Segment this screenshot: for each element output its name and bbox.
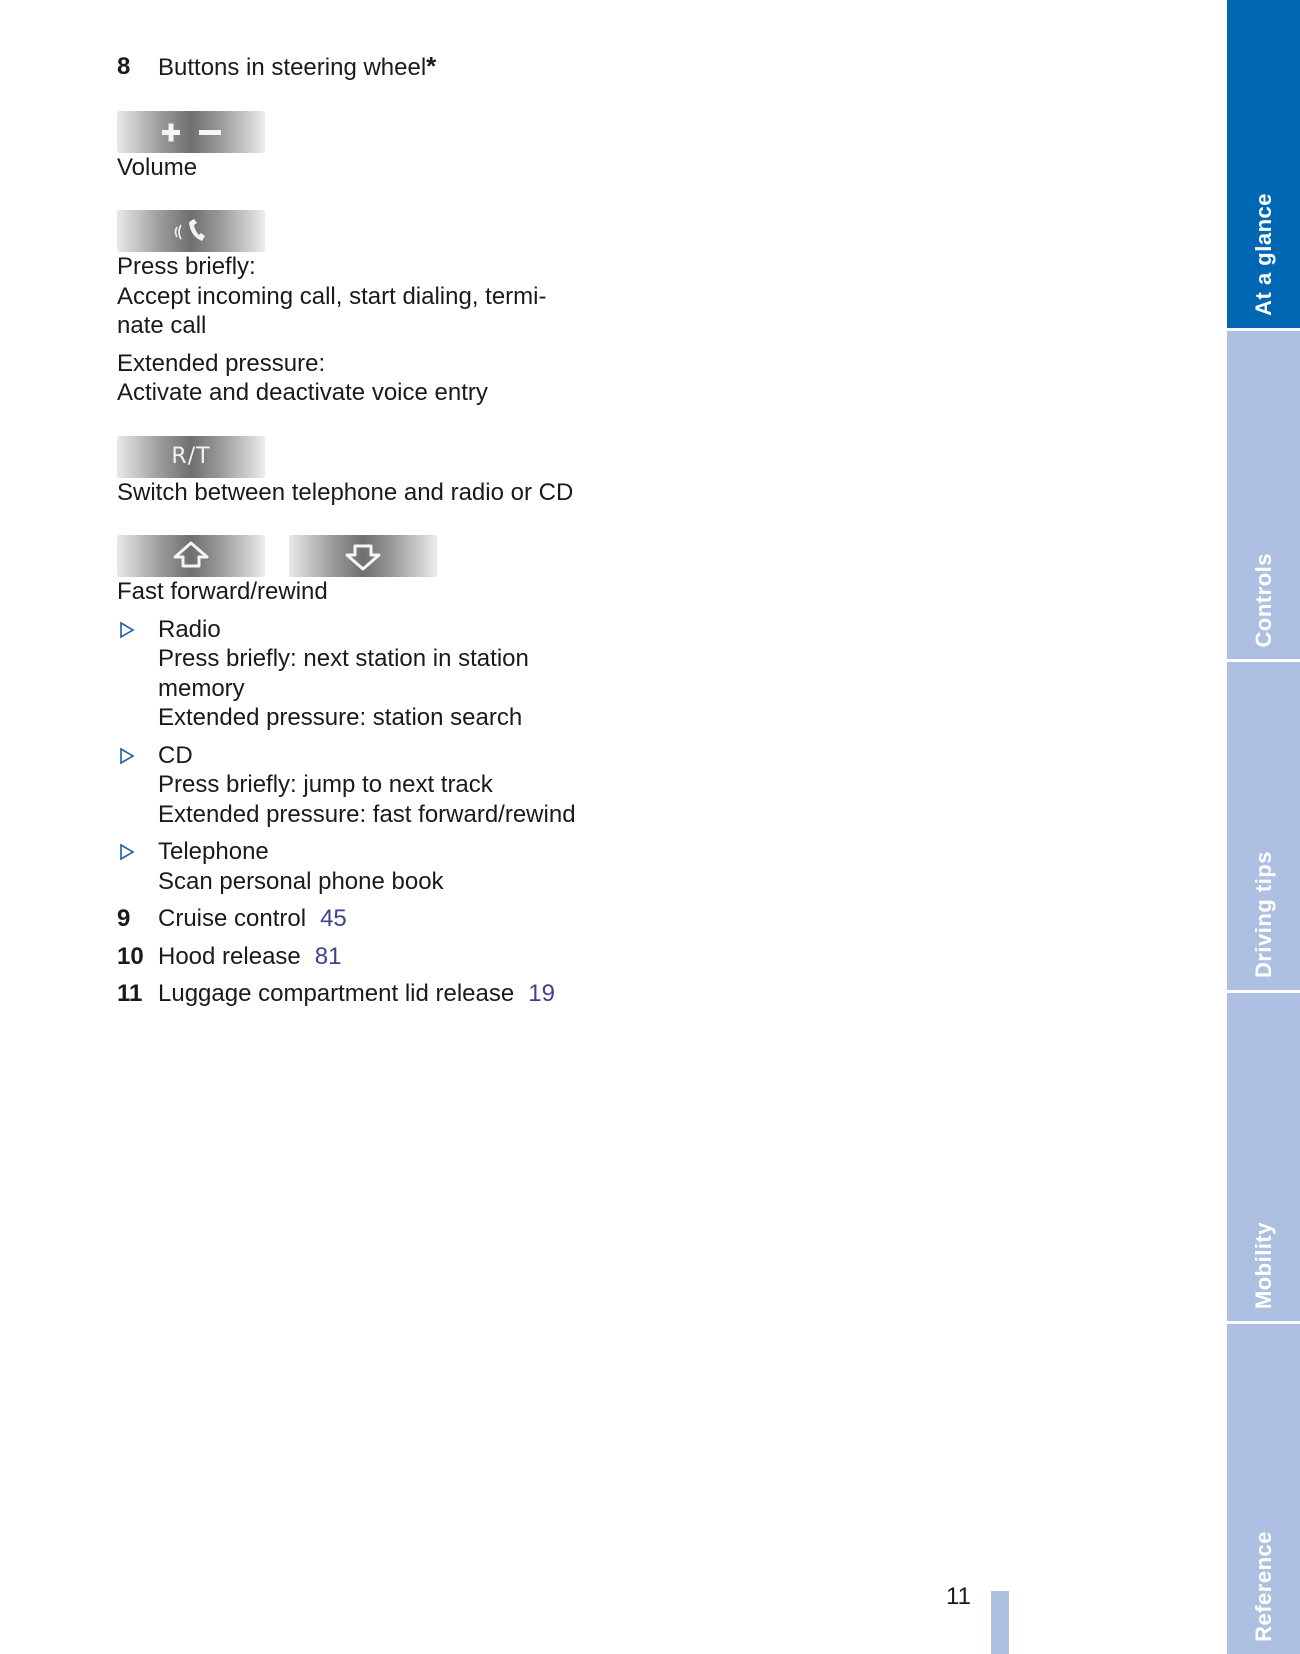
- rt-label: Switch between telephone and radio or CD: [117, 478, 574, 506]
- triangle-bullet-icon: [119, 843, 135, 861]
- phone-terminate-line: nate call: [117, 312, 207, 339]
- bullet-line: Press briefly: next station in station: [158, 645, 529, 672]
- item-9: [117, 904, 737, 934]
- ff-label: Fast forward/rewind: [117, 578, 328, 605]
- tab-driving-tips[interactable]: [1227, 662, 1300, 990]
- tab-label: Controls: [1250, 552, 1276, 647]
- rt-button-glyph: R/T: [171, 443, 211, 469]
- bullet-line: Scan personal phone book: [158, 867, 444, 895]
- list-item-radio: [117, 615, 737, 733]
- phone-voice-entry-line: Activate and deactivate voice entry: [117, 379, 488, 406]
- up-button-image: [117, 535, 265, 577]
- phone-press-briefly: Press briefly:: [117, 253, 256, 280]
- bullet-title: CD: [158, 741, 193, 769]
- down-button-image: [289, 535, 437, 577]
- item-10: [117, 942, 737, 972]
- list-item-telephone: [117, 837, 737, 896]
- item-number: 8: [117, 53, 131, 80]
- tab-label: Driving tips: [1250, 850, 1276, 978]
- page-reference-link[interactable]: 19: [528, 980, 555, 1007]
- tab-label: At a glance: [1250, 193, 1276, 316]
- item-label: Cruise control: [158, 905, 307, 932]
- item-number: 10: [117, 942, 144, 970]
- tab-at-a-glance[interactable]: [1227, 0, 1300, 328]
- item-8: [117, 52, 737, 83]
- optional-star-icon: *: [426, 51, 437, 81]
- page-marker-bar: [991, 1591, 1009, 1654]
- triangle-bullet-icon: [119, 747, 135, 765]
- item-label: Luggage compartment lid release: [158, 980, 515, 1007]
- tab-mobility[interactable]: [1227, 993, 1300, 1321]
- tab-reference[interactable]: [1227, 1324, 1300, 1654]
- bullet-line: Press briefly: jump to next track: [158, 771, 493, 798]
- phone-extended-pressure: Extended pressure:: [117, 349, 326, 377]
- bullet-title: Radio: [158, 615, 221, 643]
- tab-label: Mobility: [1250, 1221, 1276, 1309]
- plus-minus-button-icon: [117, 111, 265, 153]
- item-11: [117, 979, 737, 1009]
- rt-button-image: [117, 436, 265, 478]
- item-label: Buttons in steering wheel: [158, 54, 427, 81]
- page-reference-link[interactable]: 45: [320, 905, 347, 932]
- page-reference-link[interactable]: 81: [314, 942, 342, 970]
- main-content: [117, 52, 737, 1009]
- tab-controls[interactable]: [1227, 331, 1300, 659]
- page-number: 11: [946, 1583, 971, 1610]
- down-arrow-button-icon: [289, 535, 437, 577]
- bullet-line: Extended pressure: fast forward/rewind: [158, 800, 576, 828]
- volume-button-image: [117, 111, 265, 153]
- tab-label: Reference: [1250, 1531, 1276, 1642]
- bullet-line: memory: [158, 674, 245, 702]
- bullet-line: Extended pressure: station search: [158, 704, 523, 731]
- item-label: Hood release: [158, 942, 301, 970]
- phone-button-image: [117, 210, 265, 252]
- bullet-title: Telephone: [158, 838, 269, 865]
- volume-label: Volume: [117, 153, 198, 181]
- up-arrow-button-icon: [117, 535, 265, 577]
- phone-accept-line: Accept incoming call, start dialing, termi-: [117, 282, 547, 310]
- triangle-bullet-icon: [119, 621, 135, 639]
- item-number: 11: [117, 980, 143, 1007]
- list-item-cd: [117, 741, 737, 830]
- section-tabs: [1227, 0, 1300, 1654]
- item-text: [158, 52, 737, 83]
- item-number: 9: [117, 905, 131, 932]
- phone-voice-button-icon: [117, 210, 265, 252]
- seek-buttons-row: [117, 535, 737, 577]
